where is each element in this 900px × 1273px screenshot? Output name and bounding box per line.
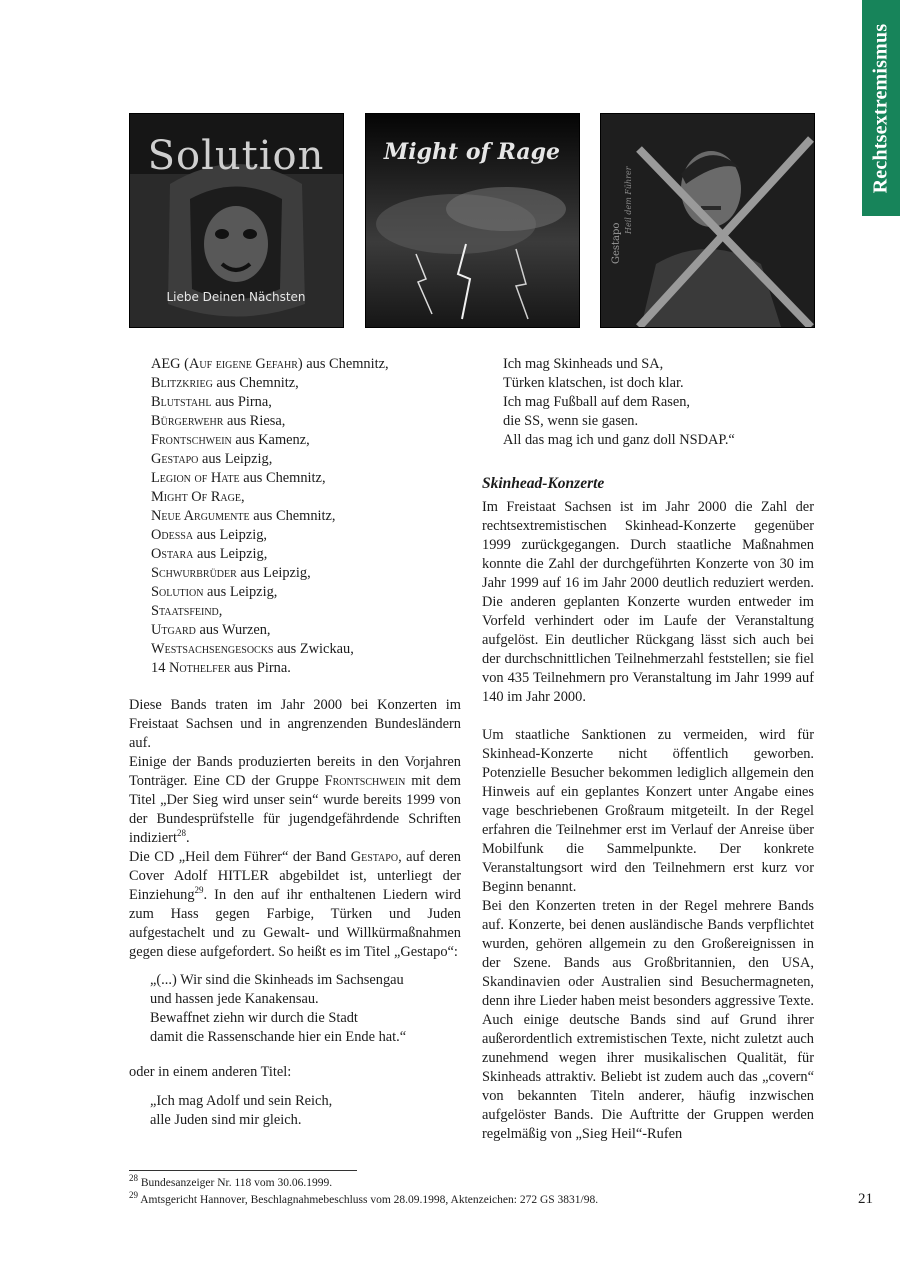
footnote-29: $^{29}$ Amtsgericht Hannover, Beschlagnahmebeschluss vom 28.09.1998, Aktenzeichen: 272 GS 3831/98. — [129, 1190, 599, 1206]
album-cover-gestapo-art — [601, 114, 814, 327]
album-cover-solution-art — [130, 114, 343, 327]
paragraph: oder in einem anderen Titel: — [129, 1064, 292, 1080]
paragraph: Einige der Bands produzierten bereits in den Vorjahren Tonträger. Eine CD der Gruppe Frontschwein mit dem Titel „Der Sieg wird unser sein“ wurde bereits 1999 von der Bundesprüfstelle für jugendgefährdende Schriften indiziert$^{28}$. — [129, 754, 461, 846]
band-list-item: AEG (Auf eigene Gefahr) aus Chemnitz, — [151, 356, 389, 372]
song-quote-continued — [503, 355, 814, 450]
paragraph: Diese Bands traten im Jahr 2000 bei Konzerten im Freistaat Sachsen und in angrenzenden Bundesländern auf. — [129, 697, 461, 751]
band-list-item: Frontschwein aus Kamenz, — [151, 432, 310, 448]
quote-line: Ich mag Skinheads und SA, — [503, 356, 664, 372]
band-list-item: Legion of Hate aus Chemnitz, — [151, 470, 326, 486]
cover-title-might-of-rage: Might of Rage — [383, 139, 561, 165]
cover-subtitle-solution: Liebe Deinen Nächsten — [166, 290, 306, 304]
cover-title-solution: Solution — [147, 133, 325, 179]
cover-subtitle-gestapo: Heil dem Führer — [624, 166, 633, 234]
album-cover-gestapo — [600, 113, 815, 328]
band-list-item: Might Of Rage, — [151, 489, 245, 505]
paragraph: Im Freistaat Sachsen ist im Jahr 2000 die Zahl der rechtsextremistischen Skinhead-Konzerte gegenüber 1999 zurückgegangen. Durch staatliche Maßnahmen konnte die Zahl der durchgeführten Konzerte von 30 im Jahr 1999 auf 16 im Jahr 2000 deutlich reduziert werden. Die anderen geplanten Konzerte wurden entweder im Vorfeld verhindert oder im Laufe der Veranstaltung aufgelöst. Ein deutlicher Rückgang lässt sich auch bei der durchschnittlichen Teilnehmerzahl feststellen; sie fiel von 435 Teilnehmern pro Veranstaltung im Jahr 1999 auf 140 im Jahr 2000. — [482, 499, 814, 705]
album-cover-solution — [129, 113, 344, 328]
quote-line: „Ich mag Adolf und sein Reich, — [150, 1093, 333, 1109]
band-list-item: Staatsfeind, — [151, 603, 223, 619]
quote-line: damit die Rassenschande hier ein Ende hat.“ — [150, 1029, 407, 1045]
quote-line: und hassen jede Kanakensau. — [150, 991, 319, 1007]
paragraph: Die CD „Heil dem Führer“ der Band Gestapo, auf deren Cover Adolf HITLER abgebildet ist, unterliegt der Einziehung$^{29}$. In den auf ihr enthaltenen Liedern wird zum Hass gegen Farbige, Türken und Juden aufgestachelt und zu Gewalt- und Willkürmaßnahmen gegen diese aufgefordert. So heißt es im Titel „Gestapo“: — [129, 849, 461, 960]
quote-line: Türken klatschen, ist doch klar. — [503, 375, 684, 391]
quote-line: die SS, wenn sie gasen. — [503, 413, 639, 429]
band-list-item: Solution aus Leipzig, — [151, 584, 278, 600]
quote-line: Bewaffnet ziehn wir durch die Stadt — [150, 1010, 358, 1026]
band-list-item: Ostara aus Leipzig, — [151, 546, 268, 562]
band-list-item: Blitzkrieg aus Chemnitz, — [151, 375, 299, 391]
footnote-divider — [129, 1170, 357, 1171]
page-number: 21 — [858, 1191, 873, 1207]
band-list-item: Schwurbrüder aus Leipzig, — [151, 565, 311, 581]
quote-line: alle Juden sind mir gleich. — [150, 1112, 302, 1128]
band-list — [151, 355, 451, 678]
album-cover-might-of-rage — [365, 113, 580, 328]
paragraph: Bei den Konzerten treten in der Regel mehrere Bands auf. Konzerte, bei denen ausländische Bands verpflichtet wurden, gehören allgemein zu den Großereignissen in der Szene. Bands aus Großbritannien, den USA, Skandinavien oder Australien sind Besuchermagneten, denn ihre Lieder haben meist besonders aggressive Texte. Auch einige deutsche Bands sind auf Grund ihrer außerordentlich extremistischen Texte, nicht zuletzt auch zunehmend wegen ihrer musikalischen Qualität, für Skinheads attraktiv. Beliebt ist zudem auch das „covern“ von bekannten Titeln anderer, häufig inzwischen aufgelöster Bands. Die Auftritte der Gruppen werden regelmäßig von „Sieg Heil“-Rufen — [482, 898, 814, 1142]
band-list-item: Westsachsengesocks aus Zwickau, — [151, 641, 354, 657]
section-tab — [862, 0, 900, 216]
song-quote-other — [150, 1092, 461, 1130]
quote-line: „(...) Wir sind die Skinheads im Sachsengau — [150, 972, 404, 988]
section-tab-label: Rechtsextremismus — [869, 23, 892, 193]
left-column-body — [129, 696, 461, 1130]
cover-title-gestapo: Gestapo — [611, 222, 622, 264]
band-list-item: Utgard aus Wurzen, — [151, 622, 271, 638]
band-list-item: Gestapo aus Leipzig, — [151, 451, 273, 467]
quote-line: All das mag ich und ganz doll NSDAP.“ — [503, 432, 735, 448]
band-list-item: Bürgerwehr aus Riesa, — [151, 413, 286, 429]
band-list-item: Blutstahl aus Pirna, — [151, 394, 272, 410]
song-quote-gestapo — [150, 971, 461, 1047]
footnote-28: $^{28}$ Bundesanzeiger Nr. 118 vom 30.06.1999. — [129, 1173, 333, 1189]
band-list-item: Neue Argumente aus Chemnitz, — [151, 508, 336, 524]
right-column — [482, 355, 814, 1144]
paragraph: Um staatliche Sanktionen zu vermeiden, wird für Skinhead-Konzerte nicht öffentlich geworben. Potenzielle Besucher bekommen lediglich allgemein den Hinweis auf ein geplantes Konzert unter Angabe eines vage beschriebenen Großraum mitgeteilt. In der Regel erfahren die Teilnehmer erst im Verlauf der Anreise über Mobilfunk die Sammelpunkte. Der konkrete Veranstaltungsort wird den Teilnehmern erst kurz vor Beginn benannt. — [482, 727, 814, 895]
section-heading: Skinhead-Konzerte — [482, 475, 605, 492]
album-cover-might-of-rage-art — [366, 114, 579, 327]
quote-line: Ich mag Fußball auf dem Rasen, — [503, 394, 691, 410]
band-list-item: Odessa aus Leipzig, — [151, 527, 268, 543]
band-list-item: 14 Nothelfer aus Pirna. — [151, 660, 291, 676]
